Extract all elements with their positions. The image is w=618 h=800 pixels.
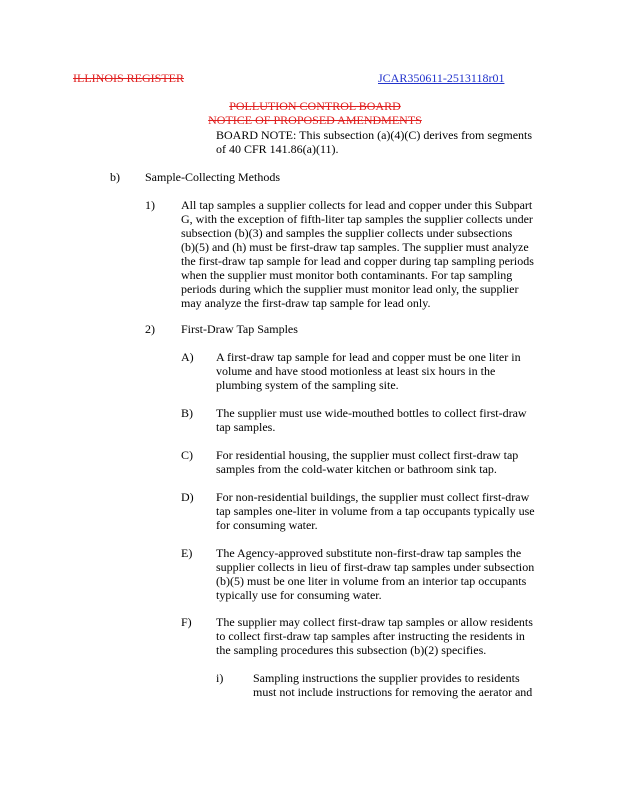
subitem-marker: A) — [181, 350, 194, 364]
paragraph-line: the first-draw tap sample for lead and copper during tap sampling periods — [181, 254, 534, 268]
board-note-line: of 40 CFR 141.86(a)(11). — [216, 142, 339, 156]
board-note-line: BOARD NOTE: This subsection (a)(4)(C) derives from segments — [216, 128, 533, 142]
paragraph-line: typically use for consuming water. — [216, 588, 382, 602]
paragraph-line: subsection (b)(3) and samples the supplier collects under subsections — [181, 226, 513, 240]
paragraph-line: plumbing system of the sampling site. — [216, 378, 399, 392]
subitem-marker: F) — [181, 615, 192, 629]
subitem-marker: C) — [181, 448, 193, 462]
board-heading: POLLUTION CONTROL BOARD — [229, 99, 401, 113]
paragraph-line: for consuming water. — [216, 518, 318, 532]
paragraph-line: supplier collects in lieu of first-draw tap samples under subsection — [216, 560, 535, 574]
paragraph-line: For non-residential buildings, the supplier must collect first-draw — [216, 490, 530, 504]
subitem-marker: E) — [181, 546, 193, 560]
item-marker: 1) — [145, 198, 155, 212]
paragraph-line: samples from the cold-water kitchen or bathroom sink tap. — [216, 462, 497, 476]
register-title: ILLINOIS REGISTER — [73, 71, 184, 85]
paragraph-line: The supplier may collect first-draw tap samples or allow residents — [216, 615, 533, 629]
paragraph-line: (b)(5) and (h) must be first-draw tap samples. The supplier must analyze — [181, 240, 529, 254]
paragraph-line: to collect first-draw tap samples after instructing the residents in — [216, 629, 525, 643]
paragraph-line: tap samples. — [216, 420, 276, 434]
section-title: Sample-Collecting Methods — [145, 170, 280, 184]
paragraph-line: may analyze the first-draw tap sample for lead only. — [181, 296, 431, 310]
paragraph-line: when the supplier must monitor both contaminants. For tap sampling — [181, 268, 513, 282]
paragraph-line: volume and have stood motionless at least six hours in the — [216, 364, 496, 378]
paragraph-line: G, with the exception of fifth-liter tap samples the supplier collects under — [181, 212, 533, 226]
paragraph-line: A first-draw tap sample for lead and copper must be one liter in — [216, 350, 521, 364]
paragraph-line: The Agency-approved substitute non-first-draw tap samples the — [216, 546, 522, 560]
paragraph-line: periods during which the supplier must monitor lead only, the supplier — [181, 282, 519, 296]
paragraph-line: The supplier must use wide-mouthed bottles to collect first-draw — [216, 406, 527, 420]
paragraph-line: tap samples one-liter in volume from a tap occupants typically use — [216, 504, 535, 518]
paragraph-line: the sampling procedures this subsection (b)(2) specifies. — [216, 643, 487, 657]
subitem-marker: B) — [181, 406, 193, 420]
subitem-marker: D) — [181, 490, 194, 504]
section-marker: b) — [110, 170, 120, 184]
paragraph-line: (b)(5) must be one liter in volume from an interior tap occupants — [216, 574, 527, 588]
paragraph-line: All tap samples a supplier collects for lead and copper under this Subpart — [181, 198, 533, 212]
item-marker: 2) — [145, 322, 155, 336]
subsubitem-marker: i) — [216, 671, 224, 685]
notice-heading: NOTICE OF PROPOSED AMENDMENTS — [208, 113, 422, 127]
paragraph-line: must not include instructions for removing the aerator and — [253, 685, 533, 699]
paragraph-line: For residential housing, the supplier must collect first-draw tap — [216, 448, 519, 462]
paragraph-line: Sampling instructions the supplier provides to residents — [253, 671, 520, 685]
item-title: First-Draw Tap Samples — [181, 322, 298, 336]
document-id-link[interactable]: JCAR350611-2513118r01 — [378, 71, 505, 85]
